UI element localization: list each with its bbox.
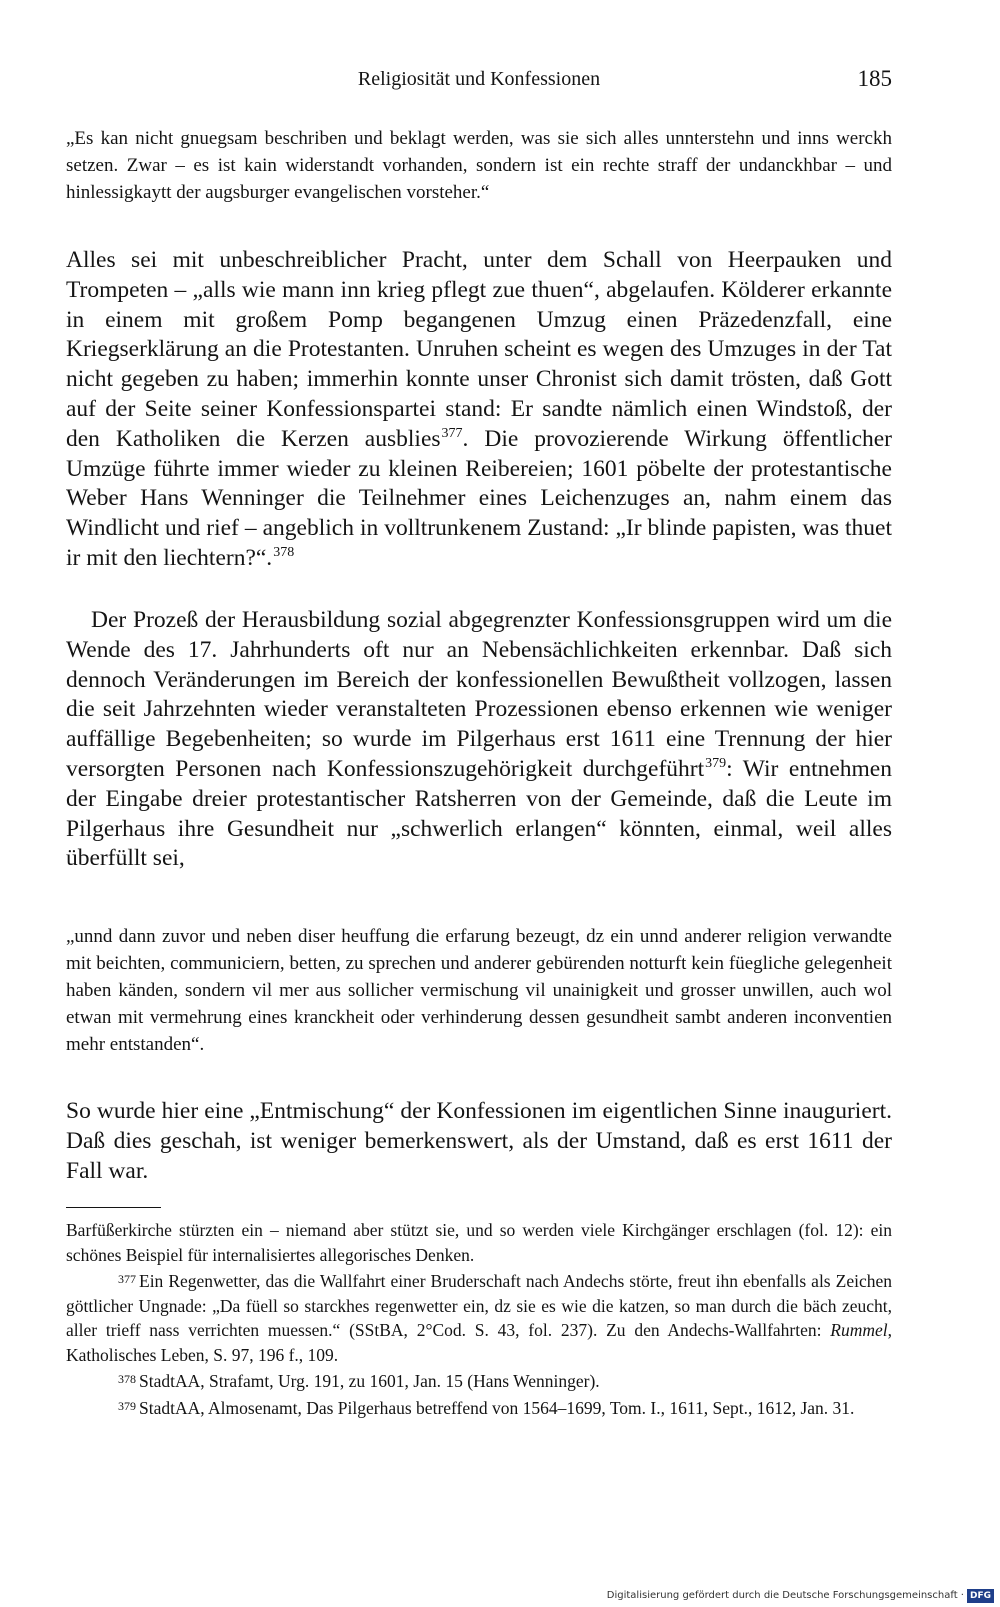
paragraph-1-text-a: Alles sei mit unbeschreiblicher Pracht, unter dem Schall von Heerpauken und Trompeten – „alls wie mann inn krieg pflegt zue thuen“, abgelaufen. Kölderer erkannte in einem mit großem Pomp begangenen Umzug einen Präzedenzfall, eine Kriegserklärung an die Protestanten. Unruhen scheint es wegen des Umzuges in der Tat nicht gegeben zu haben; immerhin konnte unser Chronist sich damit trösten, daß Gott auf der Seite seiner Konfessionspartei stand: Er sandte nämlich einen Windstoß, der den Katholiken die Kerzen ausblies <box>66 247 892 452</box>
page-number: 185 <box>857 66 892 91</box>
footnote-number: 378 <box>118 1372 136 1386</box>
paragraph-3: So wurde hier eine „Entmischung“ der Konfessionen im eigentlichen Sinne inauguriert. Daß dies geschah, ist weniger bemerkenswert, als der Umstand, daß es erst 1611 der Fall war. <box>66 1098 892 1184</box>
footnote-377-text-a: Ein Regenwetter, das die Wallfahrt einer Bruderschaft nach Andechs störte, freut ihn ebenfalls als Zeichen göttlicher Ungnade: „Da füell so starckhes regenwetter ein, dz sie es wie die katzen, so man durch die bäch zeucht, aller trieff nass verrichten muessen.“ (SStBA, 2°Cod. S. 43, fol. 237). Zu den Andechs-Wallfahrten: <box>66 1271 892 1340</box>
footnote-number: 377 <box>118 1272 136 1286</box>
footnote-377-author: Rummel <box>830 1320 888 1340</box>
footnote-ref-379[interactable]: 379 <box>705 755 727 771</box>
running-title: Religiosität und Konfessionen <box>357 68 601 90</box>
footnotes <box>66 1218 892 1420</box>
paragraph-1 <box>66 246 892 574</box>
paragraph-2-text-b: : Wir entnehmen der Eingabe dreier protestantischer Ratsherren von der Gemeinde, daß die Leute im Pilgerhaus ihre Gesundheit nur „schwerlich erlangen“ könnten, einmal, weil alles überfüllt sei, <box>66 755 892 872</box>
footnote-379 <box>66 1394 892 1421</box>
footnote-ref-378[interactable]: 378 <box>273 544 295 560</box>
running-head <box>66 64 892 94</box>
paragraph-1-text-b: . Die provozierende Wirkung öffentlicher Umzüge führte immer wieder zu kleinen Reibereien; 1601 pöbelte der protestantische Weber Hans Wenninger die Teilnehmer eines Leichenzuges an, nahm einem das Windlicht und rief – angeblich in volltrunkenem Zustand: „Ir blinde papisten, was thuet ir mit den liechtern?“. <box>66 425 893 571</box>
block-quote-2: „unnd dann zuvor und neben diser heuffung die erfarung bezeugt, dz ein unnd anderer religion verwandte mit beichten, communiciern, betten, zu sprechen und anderer gebürenden notturft kein füegliche gelegenheit haben känden, sondern vil mer aus sollicher vermischung vil unainigkeit und grosser unwillen, auch wol etwan mit vermehrung eines kranckheit oder verhinderung dessen gesundheit sambt anderen inconventien mehr entstanden“. <box>66 926 892 1055</box>
footnote-378 <box>66 1367 892 1394</box>
footnote-separator <box>66 1207 161 1208</box>
block-quote-1: „Es kan nicht gnuegsam beschriben und beklagt werden, was sie sich alles unnterstehn und inns werckh setzen. Zwar – es ist kain widerstandt vorhanden, sondern ist ein rechte straff der undanckhbar – und hinlessigkaytt der augsburger evangelischen vorsteher.“ <box>66 128 892 203</box>
digitization-imprint <box>607 1589 994 1603</box>
footnote-378-text: StadtAA, Strafamt, Urg. 191, zu 1601, Jan. 15 (Hans Wenninger). <box>139 1371 600 1391</box>
footnote-continuation: Barfüßerkirche stürzten ein – niemand aber stützt sie, und so werden viele Kirchgänger erschlagen (fol. 12): ein schönes Beispiel für internalisiertes allegorisches Denken. <box>66 1220 892 1265</box>
footnote-ref-377[interactable]: 377 <box>441 425 463 441</box>
footnote-number: 379 <box>118 1398 136 1413</box>
footnote-379-text: StadtAA, Almosenamt, Das Pilgerhaus betreffend von 1564–1699, Tom. I., 1611, Sept., 1612, Jan. 31. <box>139 1397 855 1418</box>
dfg-logo: DFG <box>967 1589 994 1603</box>
paragraph-2 <box>66 606 892 874</box>
footnote-377 <box>66 1267 892 1367</box>
imprint-text: Digitalisierung gefördert durch die Deutsche Forschungsgemeinschaft · <box>606 1590 964 1601</box>
footnote-377-text-b: , Katholisches Leben, S. 97, 196 f., 109. <box>66 1320 892 1365</box>
paragraph-2-text-a: Der Prozeß der Herausbildung sozial abgegrenzter Konfessionsgruppen wird um die Wende des 17. Jahrhunderts oft nur an Nebensächlichkeiten erkennbar. Daß sich dennoch Veränderungen im Bereich der konfessionellen Bewußtheit vollzogen, lassen die seit Jahrzehnten wieder veranstalteten Prozessionen ebenso erkennen wie weniger auffällige Begebenheiten; so wurde im Pilgerhaus erst 1611 eine Trennung der hier versorgten Personen nach Konfessionszugehörigkeit durchgeführt <box>66 607 892 782</box>
